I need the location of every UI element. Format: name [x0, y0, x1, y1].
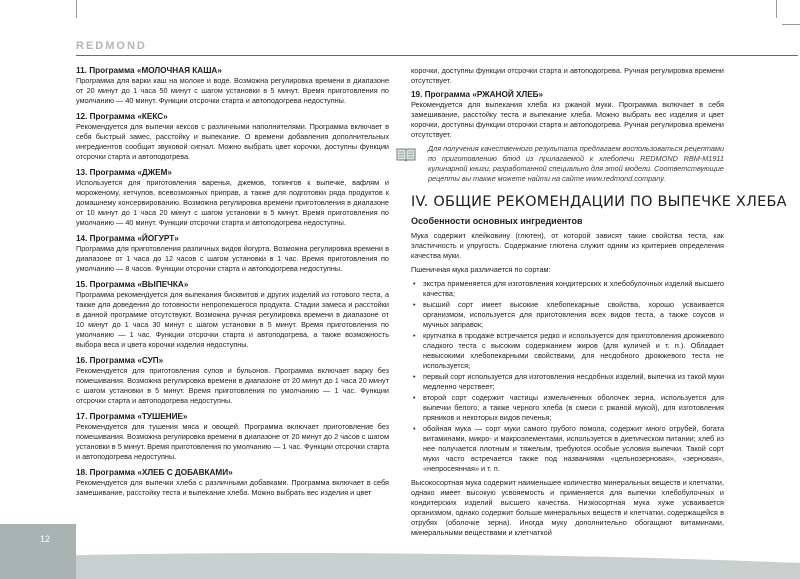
- program-11: [76, 66, 389, 106]
- program-15: [76, 280, 389, 350]
- footer-ribbon: [0, 549, 800, 579]
- program-17: [76, 412, 389, 462]
- right-column: [411, 66, 787, 544]
- program-19: [411, 90, 724, 140]
- flour-sorts-list: [411, 279, 724, 474]
- program-text: Программа рекомендуется для выпекания бисквитов и других изделий из готового теста, а также для доведения до готовности непропекшегося продукта. Стадии замеса и расстойки в данной программе отсутствуют. Возможна ручная регулировка времени в диапазоне от 10 минут до 1 часа 30 минут с шагом установки в 5 минут. Время приготовления по умолчанию — 1 час. Функции отсрочки старта и автоподогрева, а также возможность выбора веса и цвета корочки изделия недоступны.: [76, 290, 389, 349]
- program-heading: 15. Программа «ВЫПЕЧКА»: [76, 280, 189, 289]
- list-item: • обойная мука — сорт муки самого грубого помола, содержит много отрубей, богата витаминами, микро- и макроэлементами, используется в диетическом питании; хлеб из нее получается плотным и тяжелым, требуются особые условия выпечки. Такой сорт муки часто встречается также под названиями «цельнозерновая», «зерновая», «непросеянная» и т. п.: [411, 424, 724, 474]
- recipe-note: [411, 144, 724, 184]
- program-heading: 14. Программа «ЙОГУРТ»: [76, 234, 179, 243]
- program-12: [76, 112, 389, 162]
- closing-text: Высокосортная мука содержит наименьшее количество минеральных веществ и клетчатки, однако имеет высокую усвояемость и применяется для выпечки хлебобулочных и кондитерских изделий высшего качества. Низкосортная мука хуже усваивается организмом, однако содержит больше минеральных веществ и клетчатки, содержащейся в отрубях (оболочке зерна). Иногда муку дополнительно обогащают витаминами, минеральными веществами и клетчаткой: [411, 478, 724, 537]
- program-14: [76, 234, 389, 274]
- program-heading: 11. Программа «МОЛОЧНАЯ КАША»: [76, 66, 222, 75]
- list-item: • крупчатка в продаже встречается редко и используется для приготовления дрожжевого сладкого теста с высоким содержанием жиров (для куличей и т. п.). Обладает невысокими хлебопекарными свойствами, для несдобного дрожжевого теста не используется;: [411, 331, 724, 371]
- subheading: Особенности основных ингредиентов: [411, 216, 583, 226]
- program-heading: 17. Программа «ТУШЕНИЕ»: [76, 412, 188, 421]
- continuation-text: корочки, доступны функции отсрочки старта и автоподогрева. Ручная регулировка времени отсутствует.: [411, 66, 724, 85]
- program-heading: 16. Программа «СУП»: [76, 356, 164, 365]
- program-heading: 13. Программа «ДЖЕМ»: [76, 168, 172, 177]
- note-text: Для получения качественного результата предлагаем воспользоваться рецептами по приготовлению блюд из прилагаемой к хлебопечи REDMOND RBM-M1911 кулинарной книги, разработанной специально для этой модели. Соответствующие рецепты вы также можете найти на сайте www.redmond.company.: [428, 144, 724, 183]
- program-text: Рекомендуется для выпекания хлеба из ржаной муки. Программа включает в себя замешивание, расстойку теста и выпекание хлеба. Можно выбрать вес изделия и цвет корочки, доступны функции отсрочки старта и автоподогрева. Ручная регулировка времени отсутствует.: [411, 100, 724, 139]
- program-text: Используется для приготовления варенья, джемов, топингов к выпечке, вафлям и мороженому, кетчупов, всевозможных приправ, а также для подготовки ряда продуктов к домашнему консервированию. Возможна регулировка времени приготовления в диапазоне от 10 минут до 1 часа 20 минут с шагом установки в 5 минут. Время приготовления по умолчанию — 40 минут. Функции отсрочки старта и автоподогрева недоступны.: [76, 178, 389, 227]
- left-column: [76, 66, 389, 504]
- program-heading: 19. Программа «РЖАНОЙ ХЛЕБ»: [411, 90, 544, 99]
- program-text: Рекомендуется для тушения мяса и овощей. Программа включает приготовление без помешивания. Возможна регулировка времени в диапазоне от 20 минут до 2 часов с шагом установки в 5 минут. Время приготовления по умолчанию — 1 час. Функции отсрочки старта и автоподогрева недоступны.: [76, 422, 389, 461]
- list-item: • первый сорт используется для изготовления несдобных изделий, выпечка из такой муки медленно черствеет;: [411, 372, 724, 392]
- crop-mark: [782, 24, 800, 25]
- book-icon: [395, 146, 417, 162]
- program-13: [76, 168, 389, 228]
- list-item: • второй сорт содержит частицы измельченных оболочек зерна, используется для выпечки белого, а также черного хлеба (в смеси с ржаной мукой), для изготовления пряников и некоторых видов печенья;: [411, 393, 724, 423]
- page-number: 12: [40, 534, 51, 544]
- program-18: [76, 468, 389, 498]
- header-rule: [76, 55, 798, 56]
- sorts-intro: Пшеничная мука различается по сортам:: [411, 265, 551, 274]
- list-item: • высший сорт имеет высокие хлебопекарные свойства, хорошо усваивается организмом, используется для приготовления всех видов теста, а также соусов и мучных заправок;: [411, 300, 724, 330]
- crop-mark: [76, 0, 77, 18]
- program-text: Рекомендуется для выпечки кексов с различными наполнителями. Программа включает в себя быстрый замес, расстойку и выпекание. О времени добавления дополнительных ингредиентов сообщит звуковой сигнал. Можно выбрать цвет корочки, доступны функции отсрочки старта и автоподогрева.: [76, 122, 389, 161]
- program-16: [76, 356, 389, 406]
- brand-logo: REDMOND: [76, 40, 147, 52]
- list-item: • экстра применяется для изготовления кондитерских и хлебобулочных изделий высшего качества;: [411, 279, 724, 299]
- program-text: Программа для варки каш на молоке и воде. Возможна регулировка времени в диапазоне от 20 минут до 1 часа 50 минут с шагом установки в 5 минут. Время приготовления по умолчанию — 40 минут. Функции отсрочки старта и автоподогрева недоступны.: [76, 76, 389, 105]
- section-title: IV. ОБЩИЕ РЕКОМЕНДАЦИИ ПО ВЫПЕЧКЕ ХЛЕБА: [411, 194, 787, 210]
- program-heading: 18. Программа «ХЛЕБ С ДОБАВКАМИ»: [76, 468, 233, 477]
- program-text: Рекомендуется для приготовления супов и бульонов. Программа включает варку без помешивания. Возможна регулировка времени в диапазоне от 20 минут до 1 часа 20 минут с шагом установки в 5 минут. Время приготовления по умолчанию — 1 час. Функции отсрочки старта и автоподогрева недоступны.: [76, 366, 389, 405]
- intro-text: Мука содержит клейковину (глютен), от которой зависят такие свойства теста, как эластичность и упругость. Содержание глютена служит одним из критериев определения качества муки.: [411, 231, 724, 260]
- page-number-box: [0, 524, 76, 579]
- program-text: Рекомендуется для выпечки хлеба с различными добавками. Программа включает в себя замешивание, расстойку теста и выпекание хлеба. Можно выбрать вес изделия и цвет: [76, 478, 389, 497]
- program-heading: 12. Программа «КЕКС»: [76, 112, 168, 121]
- crop-mark: [776, 0, 777, 18]
- program-text: Программа для приготовления различных видов йогурта. Возможна регулировка времени в диапазоне от 1 часа до 12 часов с шагом установки в 1 час. Время приготовления по умолчанию — 8 часов. Функции отсрочки старта и автоподогрева недоступны.: [76, 244, 389, 273]
